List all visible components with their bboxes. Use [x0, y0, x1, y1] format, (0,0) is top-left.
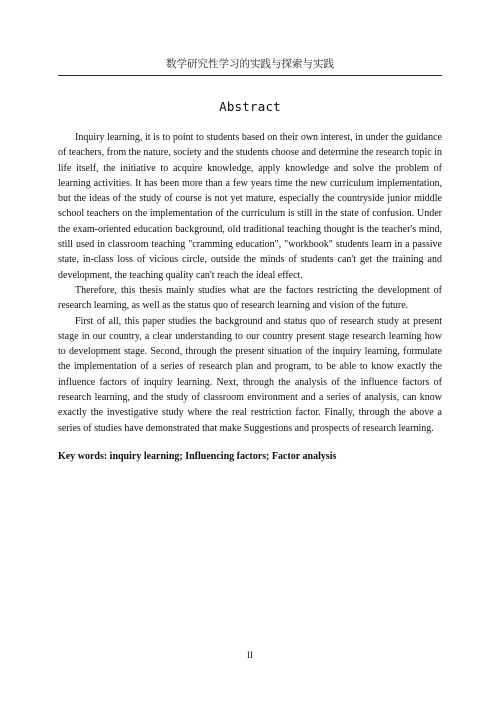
abstract-paragraph-2: Therefore, this thesis mainly studies what are the factors restricting the development of research learning, as well as the status quo of research learning and vision of the future. [58, 284, 442, 312]
abstract-paragraph-1: Inquiry learning, it is to point to students based on their own interest, in under the guidance of teachers, from the nature, society and the students choose and determine the research topic in life itself, the initiative to acquire knowledge, apply knowledge and solve the problem of learning activities. It has been more than a few years time the new curriculum implementation, but the ideas of the study of course is not yet mature, especially the countryside junior middle school teachers on the implementation of the curriculum is still in the state of confusion. Under the exam-oriented education background, old traditional teaching thought is the teacher's mind, still used in classroom teaching "cramming education", "workbook" students learn in a passive state, in-class loss of vicious circle, outside the minds of students can't get the training and development, the teaching quality can't reach the ideal effect. [58, 132, 442, 281]
abstract-paragraph-3: First of all, this paper studies the background and status quo of research study at present stage in our country, a clear understanding to our country present stage research learning how to development stage. Second, through the present situation of the inquiry learning, formulate the implementation of a series of research plan and program, to be able to know exactly the influence factors of inquiry learning. Next, through the analysis of the influence factors of research learning, and the study of classroom environment and a series of analysis, can know exactly the investigative study where the real restriction factor. Finally, through the above a series of studies have demonstrated that make Suggestions and prospects of research learning. [58, 315, 442, 434]
header-rule [58, 75, 442, 76]
abstract-title: Abstract [219, 99, 281, 114]
keywords-line: Key words: inquiry learning; Influencing factors; Factor analysis [58, 451, 337, 462]
page-number: II [247, 650, 253, 660]
running-header: 数学研究性学习的实践与探索与实践 [166, 59, 334, 70]
abstract-body [58, 130, 442, 436]
